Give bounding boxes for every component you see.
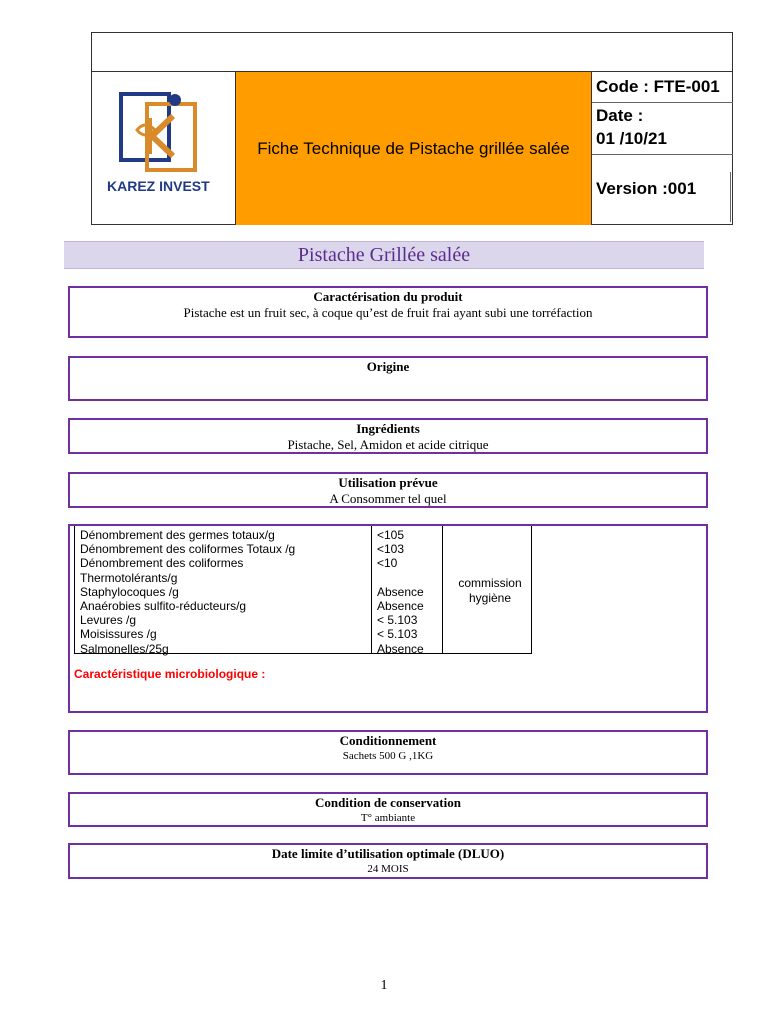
- document-code: Code : FTE-001: [596, 77, 720, 96]
- divider: [730, 172, 731, 222]
- date-value: 01 /10/21: [596, 129, 667, 148]
- table-row: Dénombrement des germes totaux/g: [80, 528, 275, 542]
- table-cell: Absence: [377, 584, 424, 599]
- table-row: Anaérobies sulfito-réducteurs/g: [80, 599, 247, 614]
- table-row: Dénombrement des coliformes: [80, 556, 244, 571]
- table-row: Staphylocoques /g: [80, 584, 179, 599]
- microbiology-parameters: [80, 528, 368, 656]
- page-number: 1: [380, 978, 388, 993]
- table-cell: <10: [377, 556, 398, 571]
- section-conservation: [68, 792, 708, 827]
- microbiology-reference: commission hygiène: [458, 576, 522, 605]
- table-cell: <105: [377, 528, 405, 542]
- table-row: Thermotolérants/g: [80, 570, 178, 585]
- section-text: A Consommer tel quel: [329, 491, 447, 506]
- product-title: Pistache Grillée salée: [64, 241, 704, 269]
- table-cell: < 5.103: [377, 613, 418, 628]
- karez-logo-icon: [119, 90, 199, 176]
- microbiology-table: [74, 526, 532, 654]
- logo-text: KAREZ INVEST: [107, 178, 210, 194]
- section-origine: [68, 356, 708, 401]
- table-row: Salmonelles/25g: [80, 641, 169, 656]
- section-heading: Date limite d’utilisation optimale (DLUO): [271, 846, 505, 861]
- table-cell: <103: [377, 542, 405, 557]
- section-ingredients: [68, 418, 708, 454]
- document-title: Fiche Technique de Pistache grillée salée: [236, 72, 591, 225]
- header-row: [91, 71, 733, 225]
- section-conditionnement: [68, 730, 708, 775]
- section-heading: Utilisation prévue: [338, 475, 438, 490]
- logo-cell: [91, 72, 236, 225]
- table-row: Dénombrement des coliformes Totaux /g: [80, 542, 296, 557]
- document-version: Version :001: [596, 179, 697, 198]
- document-info: [591, 72, 733, 225]
- microbiology-caption: Caractéristique microbiologique :: [74, 667, 266, 681]
- section-text: 24 MOIS: [367, 863, 409, 875]
- date-label: Date :: [596, 106, 644, 125]
- section-heading: Ingrédients: [356, 421, 420, 436]
- table-cell: Absence: [377, 641, 424, 656]
- section-dluo: [68, 843, 708, 879]
- section-heading: Origine: [366, 359, 410, 374]
- section-heading: Condition de conservation: [315, 795, 461, 810]
- table-row: Levures /g: [80, 613, 137, 628]
- section-microbiologie: [68, 524, 708, 713]
- table-row: Moisissures /g: [80, 627, 157, 642]
- microbiology-values: [371, 526, 443, 656]
- table-cell: < 5.103: [377, 627, 418, 642]
- divider: [592, 102, 733, 103]
- table-cell: [377, 571, 442, 585]
- section-heading: Conditionnement: [339, 733, 437, 748]
- divider: [592, 154, 733, 155]
- section-utilisation: [68, 472, 708, 508]
- section-text: Sachets 500 G ,1KG: [342, 750, 434, 762]
- section-text: Pistache, Sel, Amidon et acide citrique: [287, 437, 489, 452]
- section-caracterisation: [68, 286, 708, 338]
- section-text: T° ambiante: [360, 812, 416, 824]
- section-text: Pistache est un fruit sec, à coque qu’est de fruit frai ayant subi une torréfaction: [183, 305, 593, 320]
- section-heading: Caractérisation du produit: [313, 289, 463, 304]
- table-cell: Absence: [377, 599, 424, 613]
